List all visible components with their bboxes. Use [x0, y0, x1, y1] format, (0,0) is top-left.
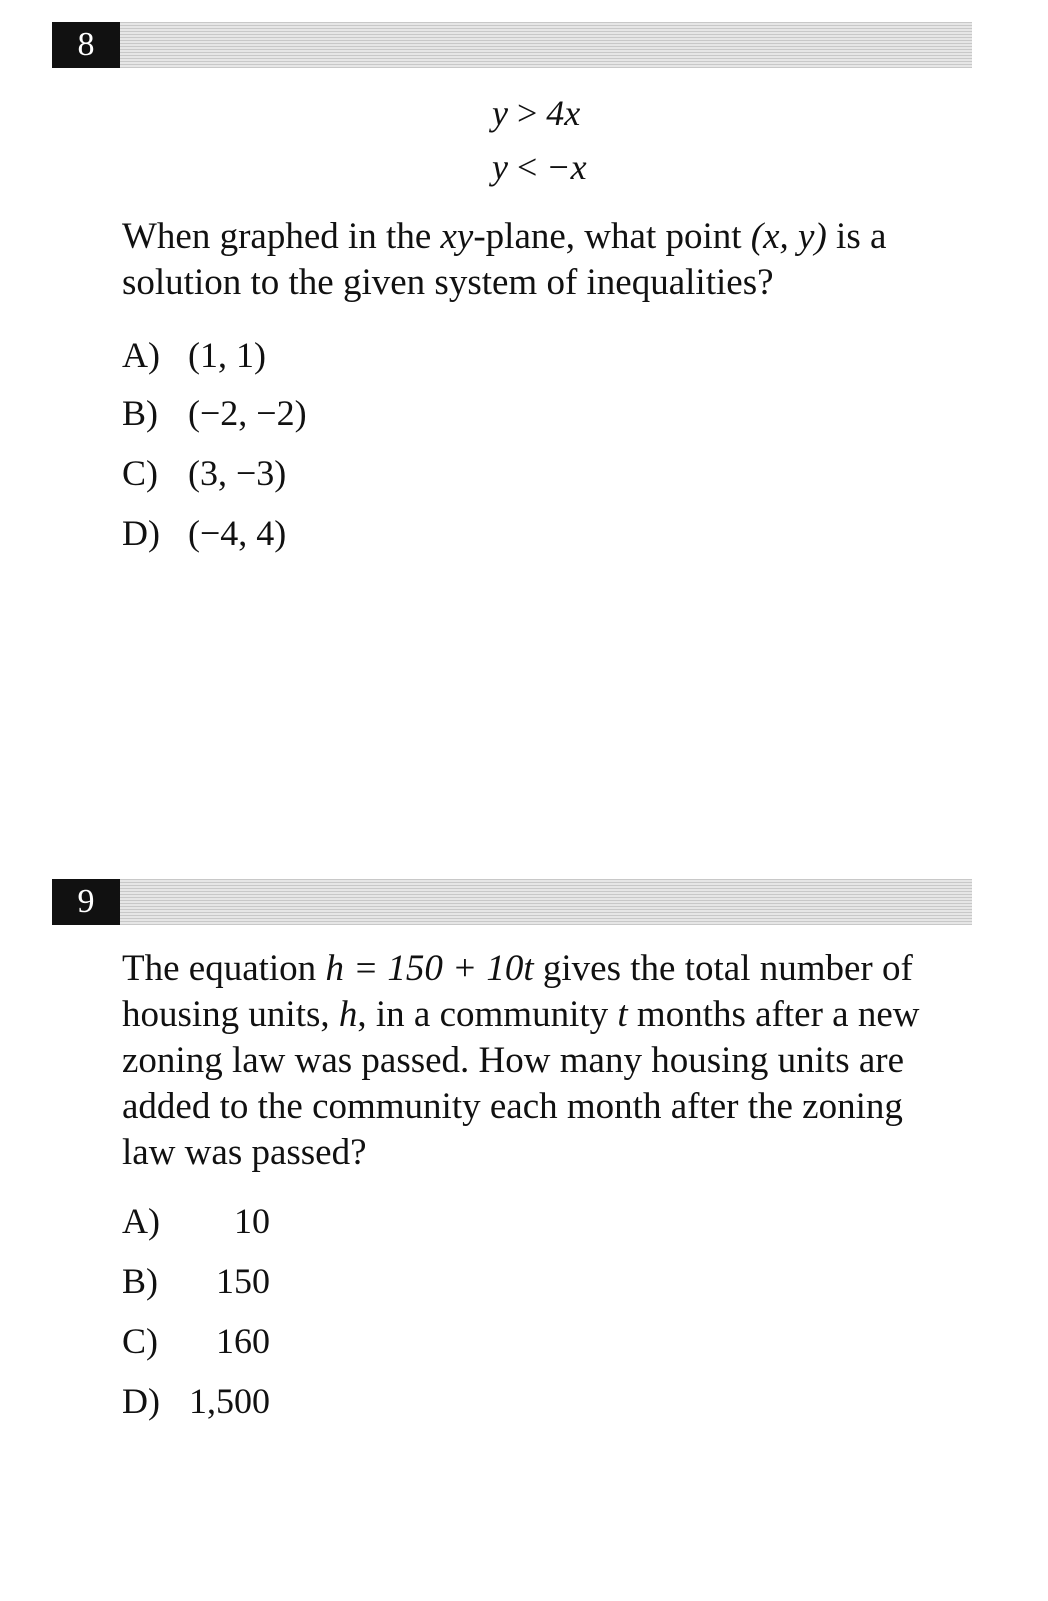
inequality-2: y < −x: [492, 147, 587, 187]
choice-c[interactable]: C) (3, −3): [122, 453, 287, 493]
choice-a[interactable]: A) (1, 1): [122, 335, 266, 375]
choice-b[interactable]: B) (−2, −2): [122, 393, 307, 433]
choice-d[interactable]: D) (−4, 4): [122, 513, 287, 553]
question-number: 8: [52, 22, 120, 68]
choice-b[interactable]: B) 150: [122, 1261, 270, 1301]
question-9-stem: The equation h = 150 + 10t gives the total number of housing units, h, in a community t months after a new zoning law was passed. How many housing units are added to the community each month after the zoning law was passed?: [122, 948, 920, 1173]
question-number: 9: [52, 879, 120, 925]
question-9-header: [52, 879, 972, 925]
choice-a[interactable]: A) 10: [122, 1201, 270, 1241]
question-8-stem: When graphed in the xy-plane, what point (x, y) is a solution to the given system of inequalities?: [122, 216, 887, 303]
choice-d[interactable]: D) 1,500: [122, 1381, 270, 1421]
header-stripe: [120, 879, 972, 925]
inequality-1: y > 4x: [492, 93, 581, 133]
question-8-header: [52, 22, 972, 68]
choice-c[interactable]: C) 160: [122, 1321, 270, 1361]
header-stripe: [120, 22, 972, 68]
